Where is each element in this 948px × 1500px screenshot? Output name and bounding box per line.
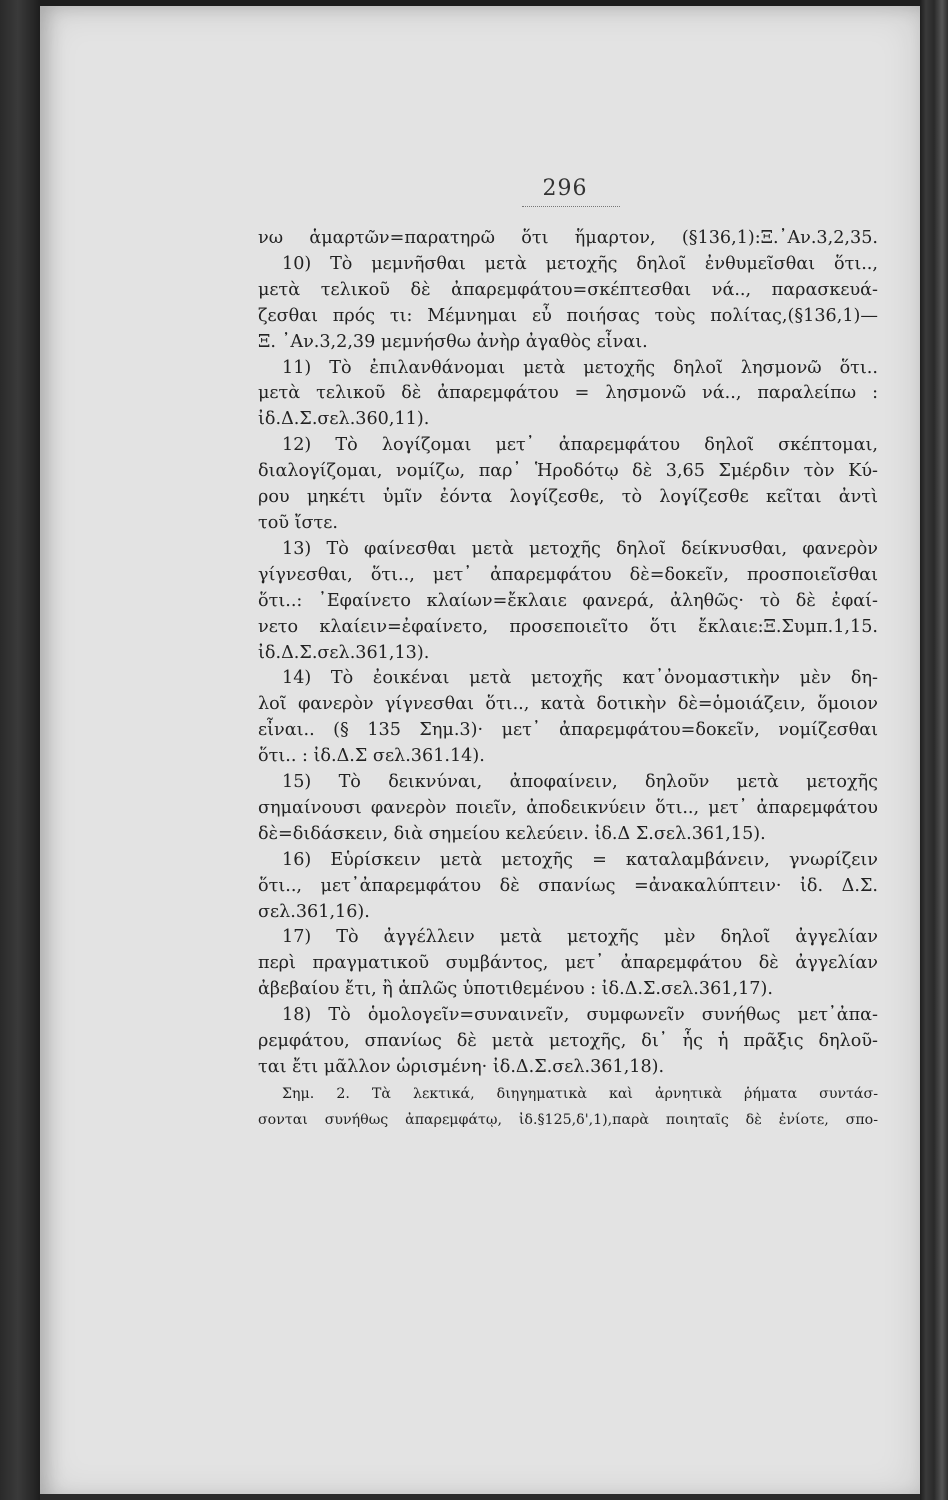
page-number: 296 xyxy=(542,176,588,201)
page-edge-bottom xyxy=(40,1494,920,1500)
text-line: νετο κλαίειν=ἐφαίνετο, προσεποιεῖτο ὅτι ἔκλαιε:Ξ.Συμπ.1,15. xyxy=(258,616,878,637)
text-line: 11) Τὸ ἐπιλανθάνομαι μετὰ μετοχῆς δηλοῖ λησμονῶ ὅτι.. xyxy=(282,357,878,378)
text-line: ἰδ.Δ.Σ.σελ.361,13). xyxy=(258,642,430,663)
footnote xyxy=(258,1081,878,1133)
text-line: ὅτι.., μετ᾿ἀπαρεμφάτου δὲ σπανίως =ἀνακαλύπτειν· ἰδ. Δ.Σ. xyxy=(258,875,878,896)
text-line: λοῖ φανερὸν γίγνεσθαι ὅτι.., κατὰ δοτικὴν δὲ=ὁμοιάζειν, ὅμοιον xyxy=(258,694,878,715)
text-line: μετὰ τελικοῦ δὲ ἀπαρεμφάτου=σκέπτεσθαι νά.., παρασκευά- xyxy=(258,279,878,300)
text-line: 13) Τὸ φαίνεσθαι μετὰ μετοχῆς δηλοῖ δείκνυσθαι, φανερὸν xyxy=(282,538,878,559)
text-line: 12) Τὸ λογίζομαι μετ᾿ ἀπαρεμφάτου δηλοῖ σκέπτομαι, xyxy=(282,435,878,456)
text-line: 17) Τὸ ἀγγέλλειν μετὰ μετοχῆς μὲν δηλοῖ ἀγγελίαν xyxy=(282,927,878,948)
text-line: σελ.361,16). xyxy=(258,901,370,922)
text-line: ὅτι.. : ἰδ.Δ.Σ σελ.361.14). xyxy=(258,746,485,767)
page-edge-right xyxy=(920,0,948,1500)
text-line: 15) Τὸ δεικνύναι, ἀποφαίνειν, δηλοῦν μετὰ μετοχῆς xyxy=(282,772,878,793)
text-line: Ξ. ᾿Αν.3,2,39 μεμνήσθω ἀνὴρ ἀγαθὸς εἶναι. xyxy=(258,331,648,352)
text-line: 10) Τὸ μεμνῆσθαι μετὰ μετοχῆς δηλοῖ ἐνθυμεῖσθαι ὅτι.., xyxy=(282,253,878,274)
text-line: 18) Τὸ ὁμολογεῖν=συναινεῖν, συμφωνεῖν συνήθως μετ᾿ἀπα- xyxy=(282,1005,878,1026)
text-line: τοῦ ἴστε. xyxy=(258,512,338,533)
text-line: ζεσθαι πρός τι: Μέμνημαι εὖ ποιήσας τοὺς πολίτας,(§136,1)— xyxy=(258,305,878,326)
text-line: διαλογίζομαι, νομίζω, παρ᾿ Ἡροδότῳ δὲ 3,65 Σμέρδιν τὸν Κύ- xyxy=(258,461,878,482)
text-line: ἰδ.Δ.Σ.σελ.360,11). xyxy=(258,409,430,430)
text-line: νω ἁμαρτῶν=παρατηρῶ ὅτι ἥμαρτον, (§136,1):Ξ.᾿Αν.3,2,35. xyxy=(258,228,878,248)
text-line: σημαίνουσι φανερὸν ποιεῖν, ἀποδεικνύειν ὅτι.., μετ᾿ ἀπαρεμφάτου xyxy=(258,797,878,818)
text-line: 16) Εὑρίσκειν μετὰ μετοχῆς = καταλαμβάνειν, γνωρίζειν xyxy=(282,849,878,870)
text-line: εἶναι.. (§ 135 Σημ.3)· μετ᾿ ἀπαρεμφάτου=δοκεῖν, νομίζεσθαι xyxy=(258,720,878,741)
text-line: γίγνεσθαι, ὅτι.., μετ᾿ ἀπαρεμφάτου δὲ=δοκεῖν, προσποιεῖσθαι xyxy=(258,564,878,585)
text-line: ρεμφάτου, σπανίως δὲ μετὰ μετοχῆς, δι᾿ ἧς ἡ πρᾶξις δηλοῦ- xyxy=(258,1031,878,1052)
text-line: ὅτι..: ᾿Εφαίνετο κλαίων=ἔκλαιε φανερά, ἀληθῶς· τὸ δὲ ἐφαί- xyxy=(258,590,878,611)
text-line: μετὰ τελικοῦ δὲ ἀπαρεμφάτου = λησμονῶ νά.., παραλείπω : xyxy=(258,383,878,404)
main-text xyxy=(258,226,878,1133)
text-line: ἀβεβαίου ἔτι, ἢ ἁπλῶς ὑποτιθεμένου : ἰδ.Δ.Σ.σελ.361,17). xyxy=(258,979,773,1000)
note-line: Σημ. 2. Τὰ λεκτικά, διηγηματικὰ καὶ ἀρνητικὰ ῥήματα συντάσ- xyxy=(282,1085,878,1102)
text-line: δὲ=διδάσκειν, διὰ σημείου κελεύειν. ἰδ.Δ Σ.σελ.361,15). xyxy=(258,823,766,844)
page-number-rule xyxy=(522,206,620,207)
text-line: περὶ πραγματικοῦ συμβάντος, μετ᾿ ἀπαρεμφάτου δὲ ἀγγελίαν xyxy=(258,953,878,974)
text-line: ρου μηκέτι ὑμῖν ἐόντα λογίζεσθε, τὸ λογίζεσθε κεῖται ἀντὶ xyxy=(258,487,878,508)
note-line: σονται συνήθως ἀπαρεμφάτῳ, ἰδ.§125,δ',1),παρὰ ποιηταῖς δὲ ἐνίοτε, σπο- xyxy=(258,1111,878,1128)
text-line: ται ἔτι μᾶλλον ὡρισμένη· ἰδ.Δ.Σ.σελ.361,18). xyxy=(258,1057,665,1077)
text-line: 14) Τὸ ἐοικέναι μετὰ μετοχῆς κατ᾿ὀνομαστικὴν μὲν δη- xyxy=(282,668,878,689)
body-paragraphs xyxy=(258,226,878,1081)
